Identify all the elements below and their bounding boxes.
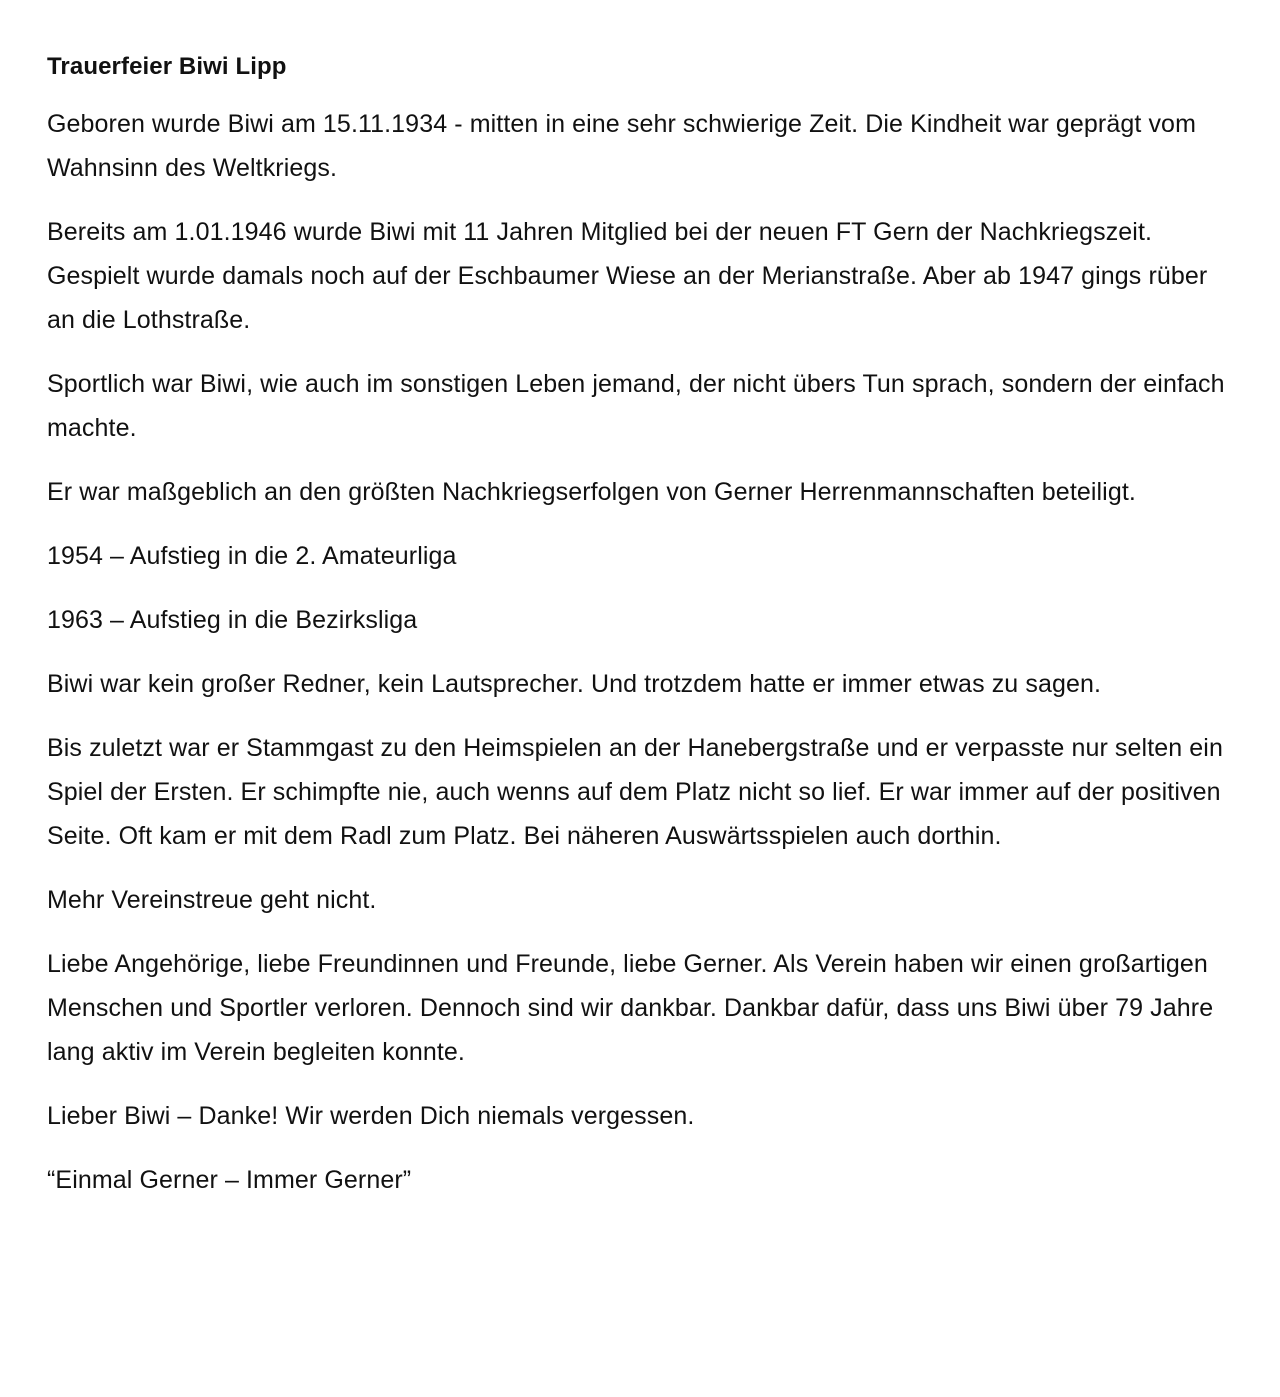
paragraph-farewell: Lieber Biwi – Danke! Wir werden Dich niemals vergessen. bbox=[47, 1102, 695, 1130]
paragraph-loyalty: Mehr Vereinstreue geht nicht. bbox=[47, 886, 377, 914]
paragraph-successes: Er war maßgeblich an den größten Nachkriegserfolgen von Gerner Herrenmannschaften beteiligt. bbox=[47, 478, 1136, 506]
document-body bbox=[47, 48, 1237, 1222]
paragraph-character: Biwi war kein großer Redner, kein Lautsprecher. Und trotzdem hatte er immer etwas zu sagen. bbox=[47, 670, 1102, 698]
paragraph-promotion-1954: 1954 – Aufstieg in die 2. Amateurliga bbox=[47, 542, 457, 570]
paragraph-membership: Bereits am 1.01.1946 wurde Biwi mit 11 Jahren Mitglied bei der neuen FT Gern der Nachkriegszeit. Gespielt wurde damals noch auf der Eschbaumer Wiese an der Merianstraße. Aber ab 1947 gings rüber an die Lothstraße. bbox=[47, 218, 1208, 334]
paragraph-promotion-1963: 1963 – Aufstieg in die Bezirksliga bbox=[47, 606, 418, 634]
paragraph-motto: “Einmal Gerner – Immer Gerner” bbox=[47, 1166, 412, 1194]
paragraph-birth: Geboren wurde Biwi am 15.11.1934 - mitten in eine sehr schwierige Zeit. Die Kindheit war geprägt vom Wahnsinn des Weltkriegs. bbox=[47, 110, 1196, 182]
paragraph-address: Liebe Angehörige, liebe Freundinnen und Freunde, liebe Gerner. Als Verein haben wir einen großartigen Menschen und Sportler verloren. Dennoch sind wir dankbar. Dankbar dafür, dass uns Biwi über 79 Jahre lang aktiv im Verein begleiten konnte. bbox=[47, 950, 1214, 1066]
document-title: Trauerfeier Biwi Lipp bbox=[47, 53, 287, 80]
paragraph-sportsmanship: Sportlich war Biwi, wie auch im sonstigen Leben jemand, der nicht übers Tun sprach, sondern der einfach machte. bbox=[47, 370, 1225, 442]
paragraph-regular-guest: Bis zuletzt war er Stammgast zu den Heimspielen an der Hanebergstraße und er verpasste nur selten ein Spiel der Ersten. Er schimpfte nie, auch wenns auf dem Platz nicht so lief. Er war immer auf der positiven Seite. Oft kam er mit dem Radl zum Platz. Bei näheren Auswärtsspielen auch dorthin. bbox=[47, 734, 1223, 850]
